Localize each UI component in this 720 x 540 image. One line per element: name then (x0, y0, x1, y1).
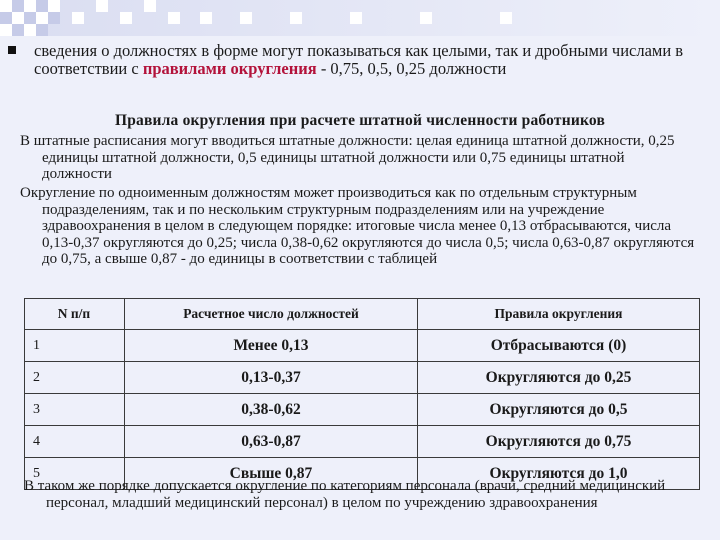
row-rule: Округляются до 0,25 (418, 362, 700, 394)
table-row (25, 330, 700, 362)
footer-paragraph: В таком же порядке допускается округление по категориям персонала (врачи, средний медицинский персонал, младший медицинский персонал) в целом по учреждению здравоохранения (24, 478, 666, 511)
row-range: Менее 0,13 (125, 330, 418, 362)
header-calculated-count: Расчетное число должностей (125, 299, 418, 330)
checker-pattern (0, 0, 720, 40)
bullet-text-start: сведения о должностях в форме могут показываться как целыми, так и дробными числами в соответствии с (34, 41, 684, 78)
row-rule: Отбрасываются (0) (418, 330, 700, 362)
row-range: 0,63-0,87 (125, 426, 418, 458)
row-number: 3 (25, 394, 125, 426)
paragraph-staff-positions: В штатные расписания могут вводиться штатные должности: целая единица штатной должности, 0,25 единицы штатной должности, 0,5 единицы штатной должности или 0,75 единицы штатной должности (20, 133, 675, 182)
row-range: 0,38-0,62 (125, 394, 418, 426)
header-rounding-rule: Правила округления (418, 299, 700, 330)
row-number: 5 (25, 458, 125, 490)
row-range: 0,13-0,37 (125, 362, 418, 394)
section-title: Правила округления при расчете штатной численности работников (114, 112, 606, 129)
intro-bullet-text (34, 42, 694, 78)
row-number: 4 (25, 426, 125, 458)
row-rule: Округляются до 0,75 (418, 426, 700, 458)
paragraph-rounding-order: Округление по одноименным должностям может производиться как по отдельным структурным подразделениям, так и по нескольким структурным подразделениям или на учреждение здравоохранения в целом в следующем порядке: итоговые числа менее 0,13 отбрасываются, числа 0,13-0,37 округляются до 0,25; числа 0,38-0,62 округляются до числа 0,5; числа 0,63-0,87 округляются до 0,75, а свыше 0,87 - до единицы в соответствии с таблицей (20, 185, 695, 267)
bullet-text-end: - 0,75, 0,5, 0,25 должности (316, 59, 507, 78)
row-number: 1 (25, 330, 125, 362)
rounding-rules-table (24, 298, 700, 490)
decorative-checker-header (0, 0, 720, 40)
bullet-accent-text: правилами округления (142, 59, 317, 78)
row-range: Свыше 0,87 (125, 458, 418, 490)
table-row (25, 426, 700, 458)
row-rule: Округляются до 0,5 (418, 394, 700, 426)
row-rule: Округляются до 1,0 (418, 458, 700, 490)
table-header-row (25, 299, 700, 330)
row-number: 2 (25, 362, 125, 394)
table-row (25, 362, 700, 394)
square-bullet-icon (8, 46, 16, 54)
header-number: N п/п (25, 299, 125, 330)
table-row (25, 394, 700, 426)
